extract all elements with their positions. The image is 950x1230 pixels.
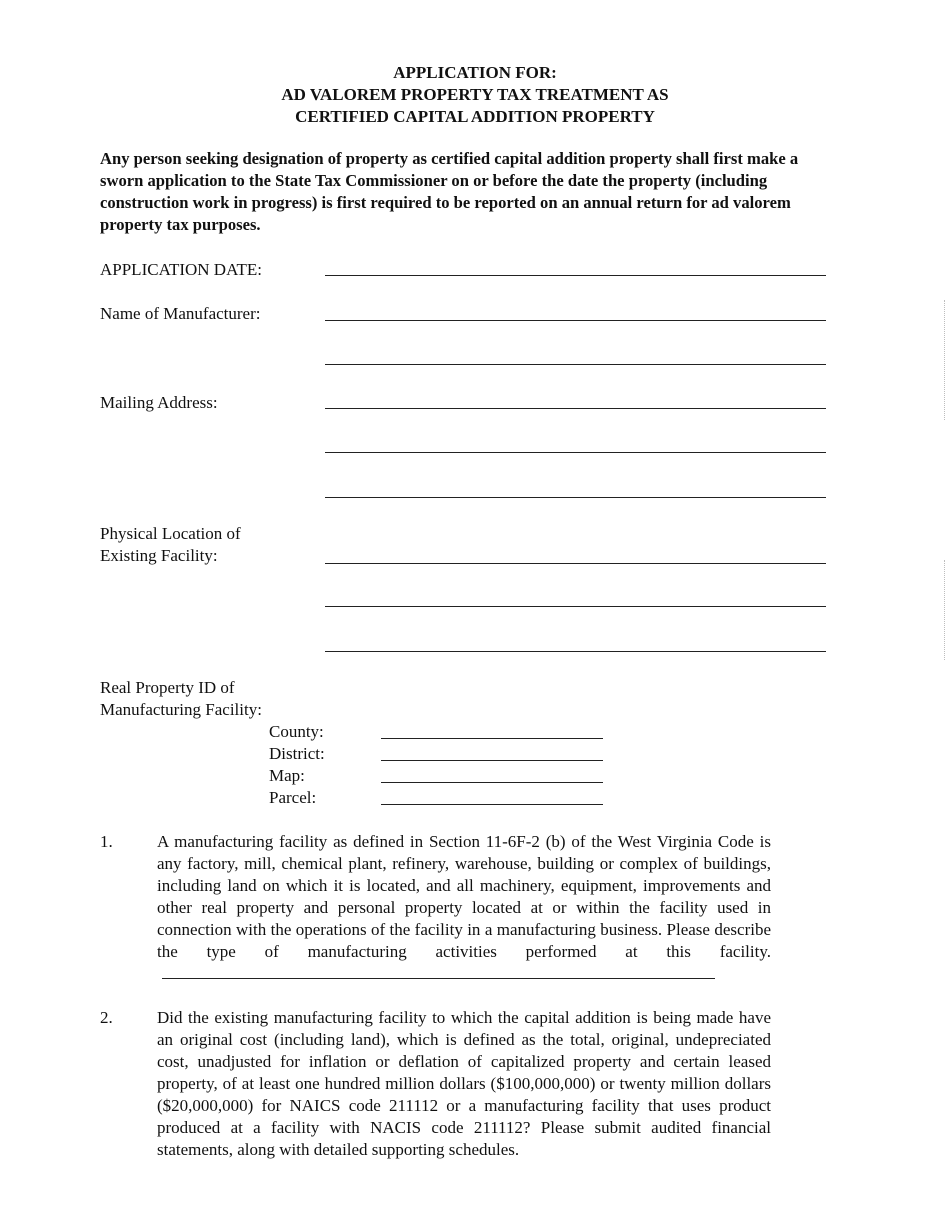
mailing-address-label: Mailing Address: xyxy=(100,393,218,412)
question-1-answer-line[interactable] xyxy=(162,964,715,979)
mailing-address-line-1[interactable] xyxy=(325,408,826,409)
mailing-address-line-2[interactable] xyxy=(325,452,826,453)
manufacturer-label: Name of Manufacturer: xyxy=(100,304,261,323)
physical-location-line-2[interactable] xyxy=(325,606,826,607)
form-title xyxy=(0,62,950,128)
map-label: Map: xyxy=(269,766,305,785)
county-label: County: xyxy=(269,722,324,741)
real-property-id-label: Real Property ID of Manufacturing Facility: xyxy=(100,678,262,719)
map-line[interactable] xyxy=(381,782,603,783)
question-1-text xyxy=(157,831,771,985)
physical-location-line-1[interactable] xyxy=(325,563,826,564)
manufacturer-line-2[interactable] xyxy=(325,364,826,365)
scan-edge-mark xyxy=(944,300,946,420)
title-line-3: CERTIFIED CAPITAL ADDITION PROPERTY xyxy=(295,107,655,126)
parcel-label: Parcel: xyxy=(269,788,317,807)
district-label: District: xyxy=(269,744,325,763)
district-line[interactable] xyxy=(381,760,603,761)
scan-edge-mark xyxy=(944,560,946,660)
question-2-text: Did the existing manufacturing facility to which the capital addition is being made have an original cost (including land), which is defined as the total, original, undepreciated cost, unadjusted for inflation or deflation of capitalized property and certain leased property, of at least one hundred million dollars ($100,000,000) or twenty million dollars ($20,000,000) for NAICS code 211112 or a manufacturing facility that uses product produced at a facility with NACIS code 211112? Please submit audited financial statements, along with detailed supporting schedules. xyxy=(157,1008,771,1159)
title-line-1: APPLICATION FOR: xyxy=(393,63,557,82)
parcel-line[interactable] xyxy=(381,804,603,805)
county-line[interactable] xyxy=(381,738,603,739)
physical-location-label: Physical Location of Existing Facility: xyxy=(100,524,241,565)
question-2-number: 2. xyxy=(100,1008,113,1027)
manufacturer-line-1[interactable] xyxy=(325,320,826,321)
physical-location-line-3[interactable] xyxy=(325,651,826,652)
intro-paragraph: Any person seeking designation of property as certified capital addition property shall first make a sworn application to the State Tax Commissioner on or before the date the property (including construction work in progress) is first required to be reported on an annual return for ad valorem property tax purposes. xyxy=(100,149,799,234)
title-line-2: AD VALOREM PROPERTY TAX TREATMENT AS xyxy=(281,85,669,104)
application-date-line[interactable] xyxy=(325,275,826,276)
application-date-label: APPLICATION DATE: xyxy=(100,260,262,279)
question-1-number: 1. xyxy=(100,832,113,851)
mailing-address-line-3[interactable] xyxy=(325,497,826,498)
question-1-body: A manufacturing facility as defined in Section 11-6F-2 (b) of the West Virginia Code is any factory, mill, chemical plant, refinery, warehouse, building or complex of buildings, including land on which it is located, and all machinery, equipment, improvements and other real property and personal property located at or within the facility used in connection with the operations of the facility in a manufacturing business. Please describe the type of manufacturing activities performed at this facility. xyxy=(157,832,771,961)
